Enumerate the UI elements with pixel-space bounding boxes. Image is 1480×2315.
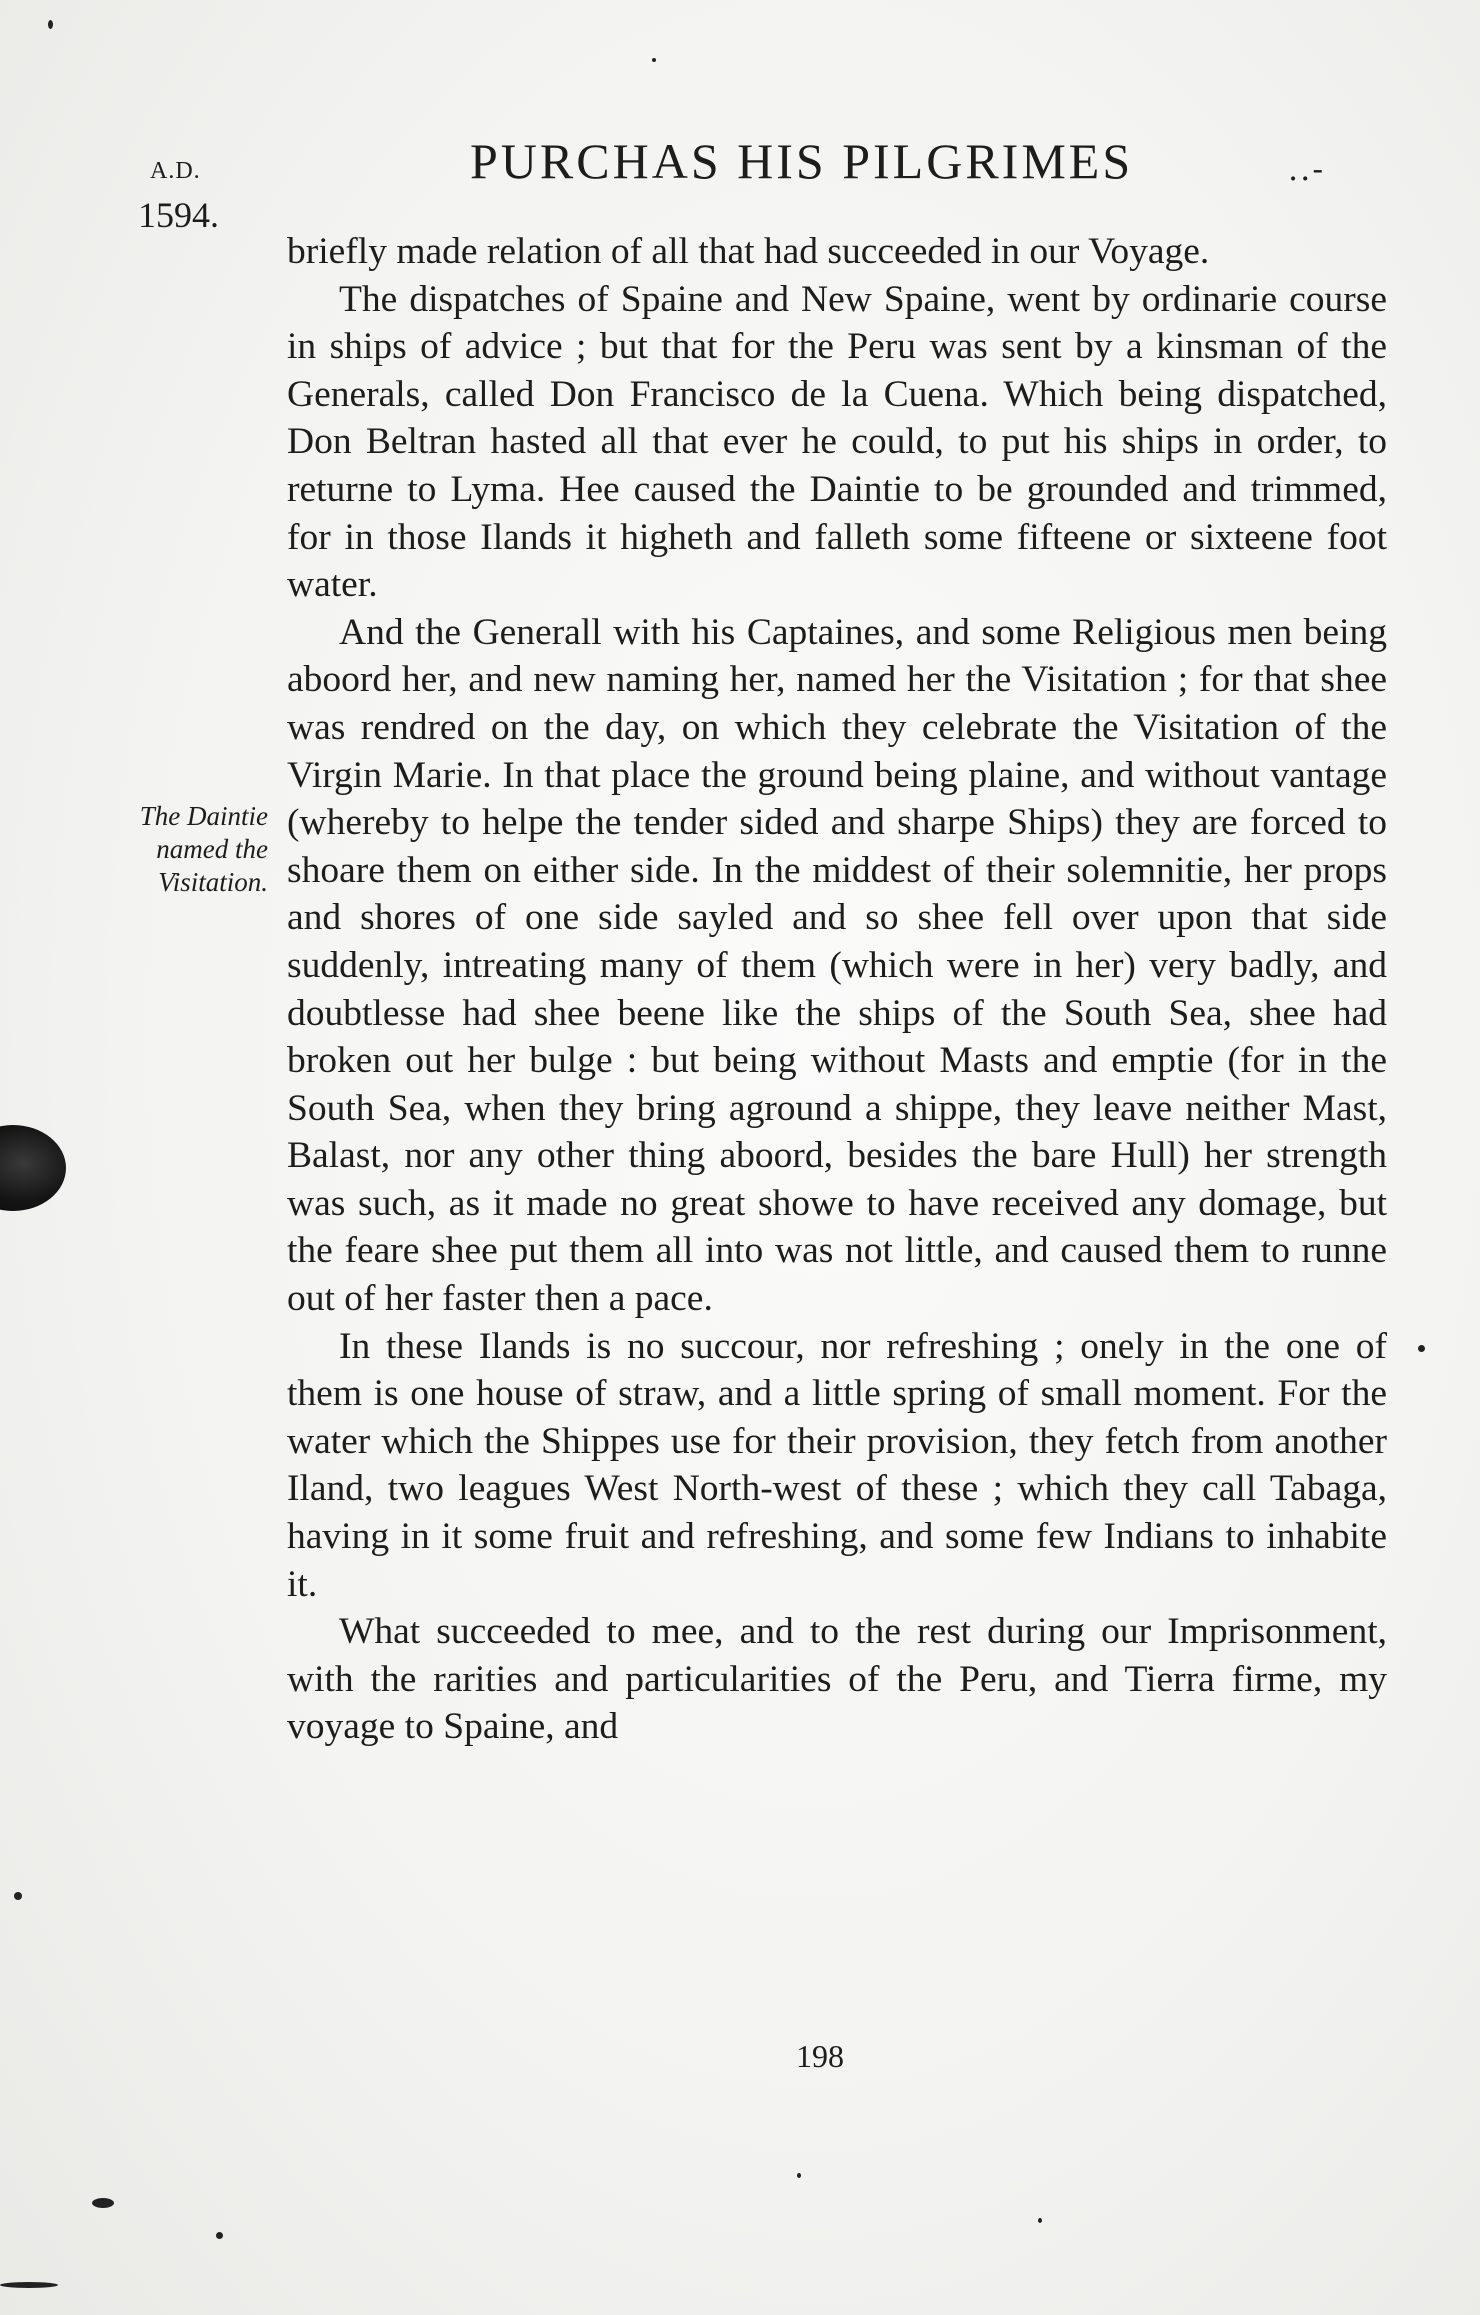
scan-speck [1418, 1345, 1425, 1352]
scan-speck [1038, 2218, 1042, 2223]
scan-speck [14, 1892, 22, 1900]
side-note-line: named the [156, 834, 268, 864]
side-note [94, 800, 268, 899]
body-text [287, 228, 1387, 1751]
paragraph: In these Ilands is no succour, nor refreshing ; onely in the one of them is one house of straw, and a little spring of small moment. For the water which the Shippes use for their provision, they fetch from another Iland, two leagues West North-west of these ; which they call Tabaga, having in it some fruit and refreshing, and some few Indians to inhabite it. [287, 1325, 1387, 1605]
running-title: PURCHAS HIS PILGRIMES [470, 133, 1134, 189]
paragraph-continuation: briefly made relation of all that had succeeded in our Voyage. [287, 231, 1210, 272]
page-number: 198 [796, 2038, 844, 2074]
paragraph: What succeeded to mee, and to the rest during our Imprisonment, with the rarities and particularities of the Peru, and Tierra firme, my voyage to Spaine, and [287, 1611, 1387, 1748]
paragraph: And the Generall with his Captaines, and some Religious men being aboord her, and new naming her, named her the Visitation ; for that shee was rendred on the day, on which they celebrate the Visitation of the Virgin Marie. In that place the ground being plaine, and without vantage (whereby to helpe the tender sided and sharpe Ships) they are forced to shoare them on either side. In the middest of their solemnitie, her props and shores of one side sayled and so shee fell over upon that side suddenly, intreating many of them (which were in her) very badly, and doubtlesse had shee beene like the ships of the South Sea, shee had broken out her bulge : but being without Masts and emptie (for in the South Sea, when they bring aground a shippe, they leave neither Mast, Balast, nor any other thing aboord, besides the bare Hull) her strength was such, as it made no great showe to have received any domage, but the feare shee put them all into was not little, and caused them to runne out of her faster then a pace. [287, 611, 1387, 1320]
margin-year: 1594. [138, 195, 219, 235]
scan-speck [797, 2173, 801, 2178]
scan-smudge [0, 1125, 66, 1211]
title-ornament: ..- [1288, 150, 1326, 188]
scan-speck [652, 58, 656, 62]
paragraph: The dispatches of Spaine and New Spaine, went by ordinarie course in ships of advice ; but that for the Peru was sent by a kinsman of the Generals, called Don Francisco de la Cuena. Which being dispatched, Don Beltran hasted all that ever he could, to put his ships in order, to returne to Lyma. Hee caused the Daintie to be grounded and trimmed, for in those Ilands it higheth and falleth some fifteene or sixteene foot water. [287, 278, 1387, 606]
scan-speck [0, 2282, 58, 2288]
scan-speck [216, 2232, 223, 2239]
side-note-line: Visitation. [158, 867, 268, 897]
scan-speck [92, 2198, 114, 2208]
margin-ad-label: A.D. [150, 158, 201, 184]
scan-speck [48, 20, 53, 29]
side-note-line: The Daintie [139, 801, 268, 831]
